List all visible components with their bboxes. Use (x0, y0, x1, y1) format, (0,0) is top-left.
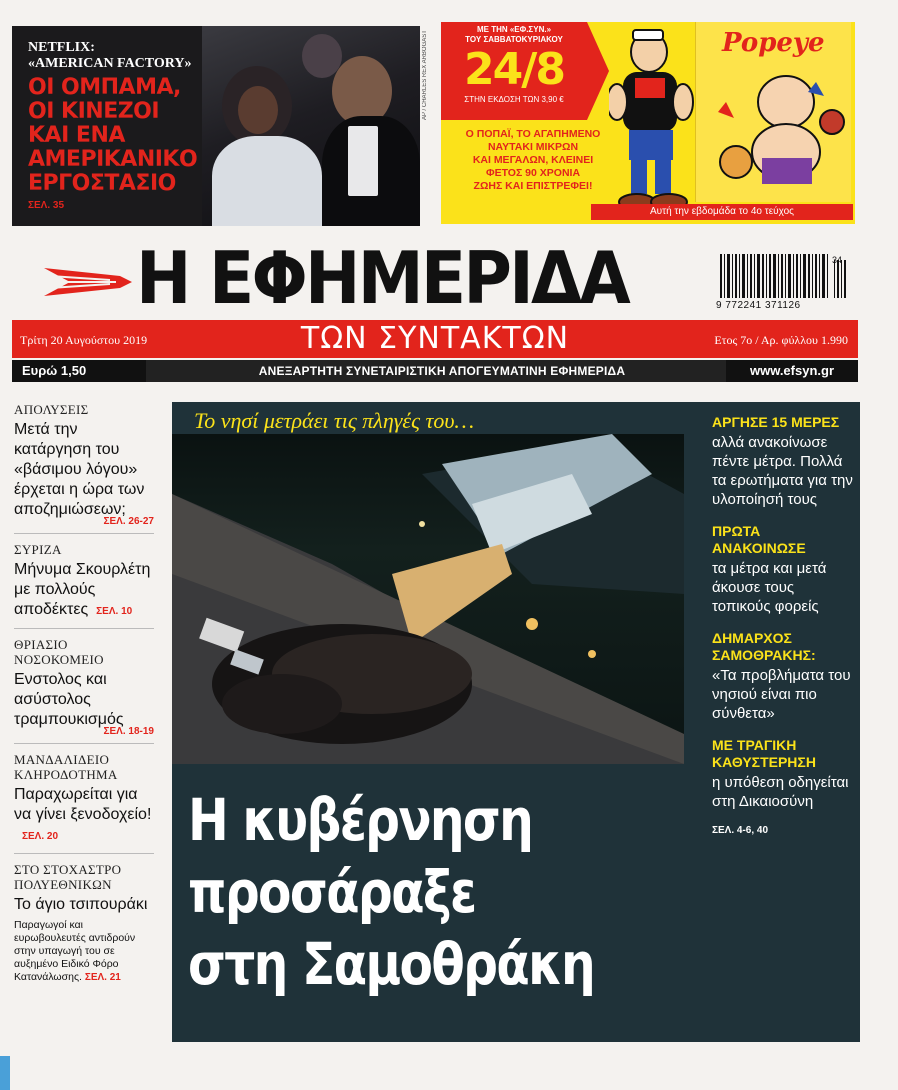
barcode-issue: 34 (832, 255, 843, 265)
story-headline: Ενστολος και ασύστολος τραμπουκισμός (14, 671, 124, 728)
story-page: ΣΕΛ. 18-19 (103, 726, 154, 737)
story-hospital[interactable] (14, 637, 154, 744)
sidebar-text: η υπόθεση οδηγείται στη Δικαιοσύνη (712, 774, 849, 810)
story-tsipouro[interactable] (14, 862, 154, 990)
cover-price: Ευρώ 1,50 (12, 360, 146, 382)
sidebar-label: ΜΕ ΤΡΑΓΙΚΗ ΚΑΘΥΣΤΕΡΗΣΗ (712, 737, 816, 770)
promo-label: ΜΕ ΤΗΝ «ΕΦ.ΣΥΝ.» ΤΟΥ ΣΑΒΒΑΤΟΚΥΡΙΑΚΟΥ (465, 25, 563, 44)
samothrace-port-photo (172, 434, 684, 764)
lead-sidebar (712, 414, 856, 836)
story-headline: Μετά την κατάργηση του «βάσιμου λόγου» έρχεται η ώρα των αποζημιώσεων; (14, 421, 145, 518)
sidebar-item (712, 523, 856, 616)
sidebar-label: ΠΡΩΤΑ ΑΝΑΚΟΙΝΩΣΕ (712, 523, 806, 556)
promo-date: 24/8 (464, 44, 564, 95)
sidebar-text: τα μέτρα και μετά άκουσε τους τοπικούς φορείς (712, 560, 827, 615)
lead-overtitle: Το νησί μετράει τις πληγές του… (194, 408, 475, 433)
promo-date-box (441, 22, 587, 120)
comic-cover-art (706, 62, 846, 198)
newspaper-logo-icon (40, 262, 132, 302)
left-column (14, 402, 154, 998)
story-kicker: ΘΡΙΑΣΙΟ ΝΟΣΟΚΟΜΕΙΟ (14, 637, 104, 667)
barcode-number: 9 772241 371126 (716, 300, 801, 311)
comic-logo: Popeye (722, 28, 825, 58)
sidebar-item (712, 414, 856, 509)
issue-note: Αυτή την εβδομάδα το 4ο τεύχος (591, 204, 853, 220)
sidebar-label: ΔΗΜΑΡΧΟΣ ΣΑΜΟΘΡΑΚΗΣ: (712, 630, 816, 663)
lead-story[interactable] (172, 402, 860, 1042)
story-dismissals[interactable] (14, 402, 154, 534)
story-headline: Το άγιο τσιπουράκι (14, 896, 148, 913)
promo-popeye[interactable] (441, 22, 855, 224)
story-kicker: ΣΤΟ ΣΤΟΧΑΣΤΡΟ ΠΟΛΥΕΘΝΙΚΩΝ (14, 862, 122, 892)
promo-price-note: ΣΤΗΝ ΕΚΔΟΣΗ ΤΩΝ 3,90 € (464, 95, 564, 104)
scan-edge-mark (0, 1056, 10, 1090)
tagline-band (12, 360, 858, 382)
sidebar-text: «Τα προβλήματα του νησιού είναι πιο σύνθετα» (712, 667, 851, 722)
story-kicker: ΣΥΡΙΖΑ (14, 542, 62, 557)
story-page: ΣΕΛ. 10 (96, 606, 133, 617)
obama-photo (202, 26, 420, 226)
promo-netflix[interactable] (12, 26, 420, 226)
story-kicker: ΑΠΟΛΥΣΕΙΣ (14, 402, 89, 417)
sidebar-item (712, 737, 856, 811)
story-page: ΣΕΛ. 26-27 (103, 516, 154, 527)
lead-headline: Η κυβέρνηση προσάραξε στη Σαμοθράκη (188, 786, 595, 998)
tagline: ΑΝΕΞΑΡΤΗΤΗ ΣΥΝΕΤΑΙΡΙΣΤΙΚΗ ΑΠΟΓΕΥΜΑΤΙΝΗ ΕΦΗΜΕΡΙΔΑ (258, 364, 626, 378)
photo-credit: AP / CHARLES REX ARBOGAST (422, 30, 428, 120)
masthead-band (12, 320, 858, 358)
story-bequest[interactable] (14, 752, 154, 854)
masthead-title: Η ΕΦΗΜΕΡΙΔΑ (136, 236, 629, 320)
issue-date: Τρίτη 20 Αυγούστου 2019 (20, 333, 148, 347)
sidebar-label: ΑΡΓΗΣΕ 15 ΜΕΡΕΣ (712, 414, 840, 430)
website-link[interactable]: www.efsyn.gr (726, 360, 858, 382)
popeye-illustration (609, 22, 695, 212)
lead-page: ΣΕΛ. 4-6, 40 (712, 825, 769, 836)
masthead-subtitle: ΤΩΝ ΣΥΝΤΑΚΤΩΝ (300, 321, 570, 356)
story-syriza[interactable] (14, 542, 154, 629)
story-headline: Μήνυμα Σκουρλέτη με πολλούς αποδέκτες ΣΕΛ. 10 (14, 561, 151, 618)
promo-kicker: NETFLIX: «AMERICAN FACTORY» (28, 40, 192, 71)
story-page: ΣΕΛ. 21 (84, 972, 121, 983)
issue-number: Ετος 7ο / Αρ. φύλλου 1.990 (714, 333, 848, 347)
story-page: ΣΕΛ. 20 (22, 831, 59, 842)
promo-page: ΣΕΛ. 35 (28, 200, 65, 211)
promo-headline: ΟΙ ΟΜΠΑΜΑ, ΟΙ ΚΙΝΕΖΟΙ ΚΑΙ ΕΝΑ ΑΜΕΡΙΚΑΝΙΚΟ ΕΡΓΟΣΤΑΣΙΟ (28, 75, 198, 196)
story-summary: Παραγωγοί και ευρωβουλευτές αντιδρούν στην υπαγωγή του σε αυξημένο Ειδικό Φόρο Κατανάλωσης. ΣΕΛ. 21 (14, 919, 136, 983)
sidebar-item (712, 630, 856, 723)
comic-cover (695, 22, 851, 202)
story-headline: Παραχωρείται για να γίνει ξενοδοχείο!ΣΕΛ. 20 (14, 786, 152, 842)
story-kicker: ΜΑΝΔΑΛΙΔΕΙΟ ΚΛΗΡΟΔΟΤΗΜΑ (14, 752, 118, 782)
sidebar-text: αλλά ανακοίνωσε πέντε μέτρα. Πολλά τα ερωτήματα για την υλοποίησή τους (712, 434, 853, 508)
promo-description: Ο ΠΟΠΑΪ, ΤΟ ΑΓΑΠΗΜΕΝΟ ΝΑΥΤΑΚΙ ΜΙΚΡΩΝ ΚΑΙ ΜΕΓΑΛΩΝ, ΚΛΕΙΝΕΙ ΦΕΤΟΣ 90 ΧΡΟΝΙΑ ΖΩΗΣ ΚΑΙ ΕΠΙΣΤΡΕΦΕΙ! (465, 128, 601, 192)
